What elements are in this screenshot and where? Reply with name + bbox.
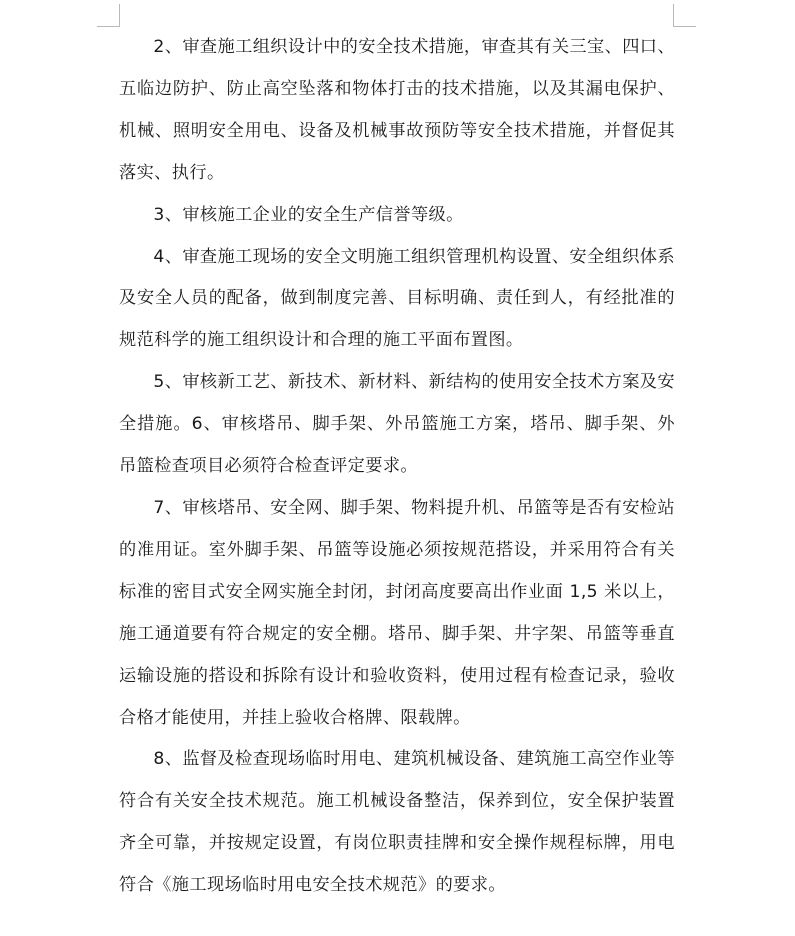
margin-corner-top-right (673, 4, 696, 27)
paragraph-item-4: 4、审查施工现场的安全文明施工组织管理机构设置、安全组织体系及安全人员的配备，做到制度完善、目标明确、责任到人，有经批准的规范科学的施工组织设计和合理的施工平面布置图。 (119, 246, 675, 351)
document-body (119, 27, 675, 907)
paragraph-item-5-6: 5、审核新工艺、新技术、新材料、新结构的使用安全技术方案及安全措施。6、审核塔吊、脚手架、外吊篮施工方案，塔吊、脚手架、外吊篮检查项目必须符合检查评定要求。 (119, 372, 675, 477)
paragraph-item-2: 2、审查施工组织设计中的安全技术措施，审查其有关三宝、四口、五临边防护、防止高空坠落和物体打击的技术措施，以及其漏电保护、机械、照明安全用电、设备及机械事故预防等安全技术措施，并督促其落实、执行。 (119, 37, 675, 183)
paragraph-item-3: 3、审核施工企业的安全生产信誉等级。 (153, 204, 464, 225)
margin-corner-top-left (97, 4, 120, 27)
paragraph-item-8: 8、监督及检查现场临时用电、建筑机械设备、建筑施工高空作业等符合有关安全技术规范。施工机械设备整洁，保养到位，安全保护装置齐全可靠，并按规定设置，有岗位职责挂牌和安全操作规程标牌，用电符合《施工现场临时用电安全技术规范》的要求。 (119, 749, 675, 896)
paragraph-item-7: 7、审核塔吊、安全网、脚手架、物料提升机、吊篮等是否有安检站的准用证。室外脚手架、吊篮等设施必须按规范搭设，并采用符合有关标准的密目式安全网实施全封闭，封闭高度要高出作业面 1,5 米以上，施工通道要有符合规定的安全棚。塔吊、脚手架、井字架、吊篮等垂直运输设施的搭设和拆除有设计和验收资料，使用过程有检查记录，验收合格才能使用，并挂上验收合格牌、限载牌。 (119, 497, 675, 728)
